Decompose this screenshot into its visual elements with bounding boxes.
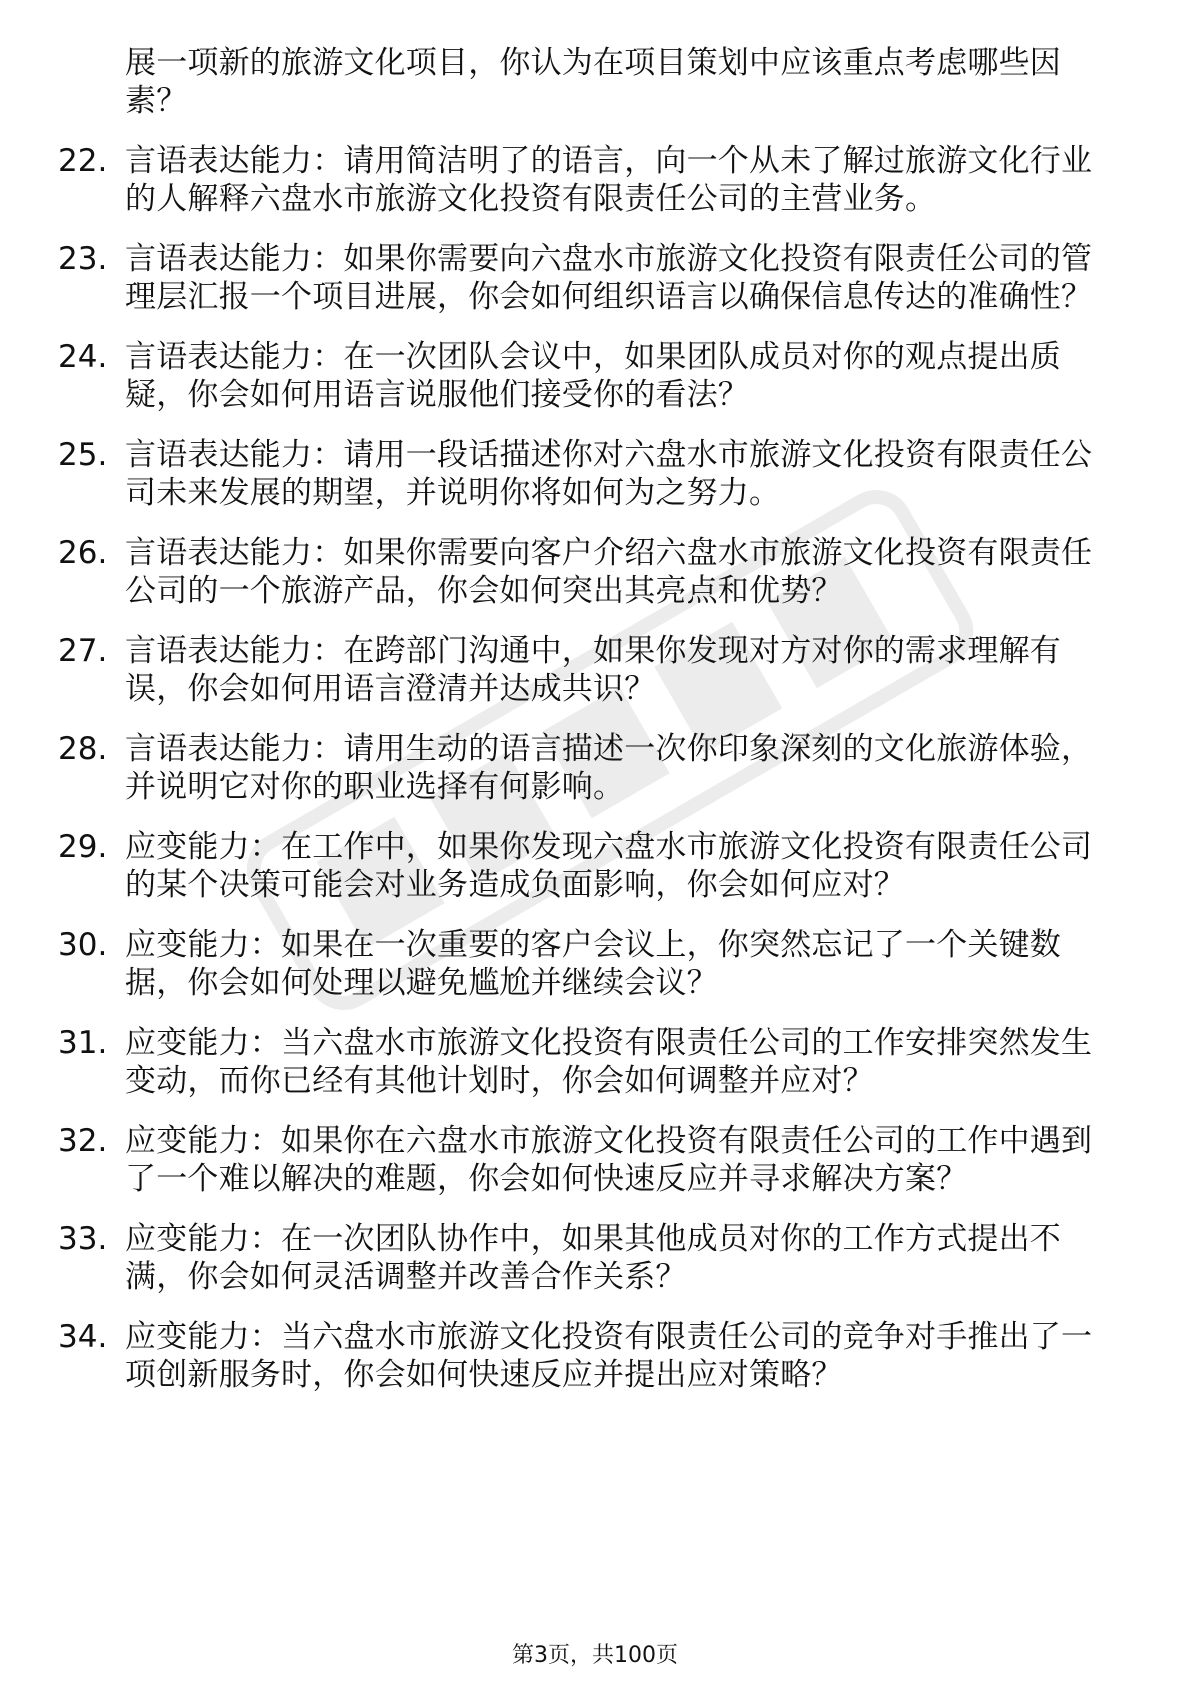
list-item xyxy=(58,436,1118,512)
question-text: 应变能力：如果在一次重要的客户会议上，你突然忘记了一个关键数据，你会如何处理以避免尴尬并继续会议？ xyxy=(125,927,1061,1001)
question-number: 31. xyxy=(58,1025,108,1061)
list-item xyxy=(58,730,1118,806)
list-item xyxy=(58,338,1118,414)
question-text: 应变能力：在工作中，如果你发现六盘水市旅游文化投资有限责任公司的某个决策可能会对业务造成负面影响，你会如何应对？ xyxy=(125,829,1093,903)
question-number: 23. xyxy=(58,241,108,277)
list-item xyxy=(58,240,1118,316)
question-text: 言语表达能力：在跨部门沟通中，如果你发现对方对你的需求理解有误，你会如何用语言澄清并达成共识？ xyxy=(125,633,1061,707)
question-number: 26. xyxy=(58,535,108,571)
question-text: 言语表达能力：请用一段话描述你对六盘水市旅游文化投资有限责任公司未来发展的期望，并说明你将如何为之努力。 xyxy=(125,437,1093,511)
question-text: 应变能力：当六盘水市旅游文化投资有限责任公司的工作安排突然发生变动，而你已经有其他计划时，你会如何调整并应对？ xyxy=(125,1025,1093,1099)
list-item xyxy=(58,534,1118,610)
question-number: 32. xyxy=(58,1123,108,1159)
question-text: 应变能力：在一次团队协作中，如果其他成员对你的工作方式提出不满，你会如何灵活调整并改善合作关系？ xyxy=(125,1221,1061,1295)
question-text: 应变能力：当六盘水市旅游文化投资有限责任公司的竞争对手推出了一项创新服务时，你会如何快速反应并提出应对策略？ xyxy=(125,1319,1093,1393)
question-number: 22. xyxy=(58,143,108,179)
question-number: 24. xyxy=(58,339,108,375)
list-item xyxy=(58,1318,1118,1394)
list-item xyxy=(58,828,1118,904)
question-number: 25. xyxy=(58,437,108,473)
question-text: 应变能力：如果你在六盘水市旅游文化投资有限责任公司的工作中遇到了一个难以解决的难题，你会如何快速反应并寻求解决方案？ xyxy=(125,1123,1093,1197)
question-text: 言语表达能力：如果你需要向六盘水市旅游文化投资有限责任公司的管理层汇报一个项目进展，你会如何组织语言以确保信息传达的准确性？ xyxy=(125,241,1093,315)
list-item xyxy=(58,1122,1118,1198)
question-number: 33. xyxy=(58,1221,108,1257)
question-text: 言语表达能力：请用简洁明了的语言，向一个从未了解过旅游文化行业的人解释六盘水市旅游文化投资有限责任公司的主营业务。 xyxy=(125,143,1093,217)
list-item xyxy=(58,632,1118,708)
list-item xyxy=(58,142,1118,218)
continued-question-text: 展一项新的旅游文化项目，你认为在项目策划中应该重点考虑哪些因素？ xyxy=(125,45,1061,119)
list-item xyxy=(58,926,1118,1002)
list-item xyxy=(58,1024,1118,1100)
question-number: 30. xyxy=(58,927,108,963)
question-text: 言语表达能力：在一次团队会议中，如果团队成员对你的观点提出质疑，你会如何用语言说服他们接受你的看法？ xyxy=(125,339,1061,413)
question-text: 言语表达能力：请用生动的语言描述一次你印象深刻的文化旅游体验，并说明它对你的职业选择有何影响。 xyxy=(125,731,1093,805)
question-number: 28. xyxy=(58,731,108,767)
list-item xyxy=(58,1220,1118,1296)
question-number: 29. xyxy=(58,829,108,865)
question-text: 言语表达能力：如果你需要向客户介绍六盘水市旅游文化投资有限责任公司的一个旅游产品，你会如何突出其亮点和优势？ xyxy=(125,535,1093,609)
question-list xyxy=(58,44,1118,1416)
page-footer: 第3页，共100页 xyxy=(512,1643,678,1668)
question-number: 34. xyxy=(58,1319,108,1355)
question-number: 27. xyxy=(58,633,108,669)
